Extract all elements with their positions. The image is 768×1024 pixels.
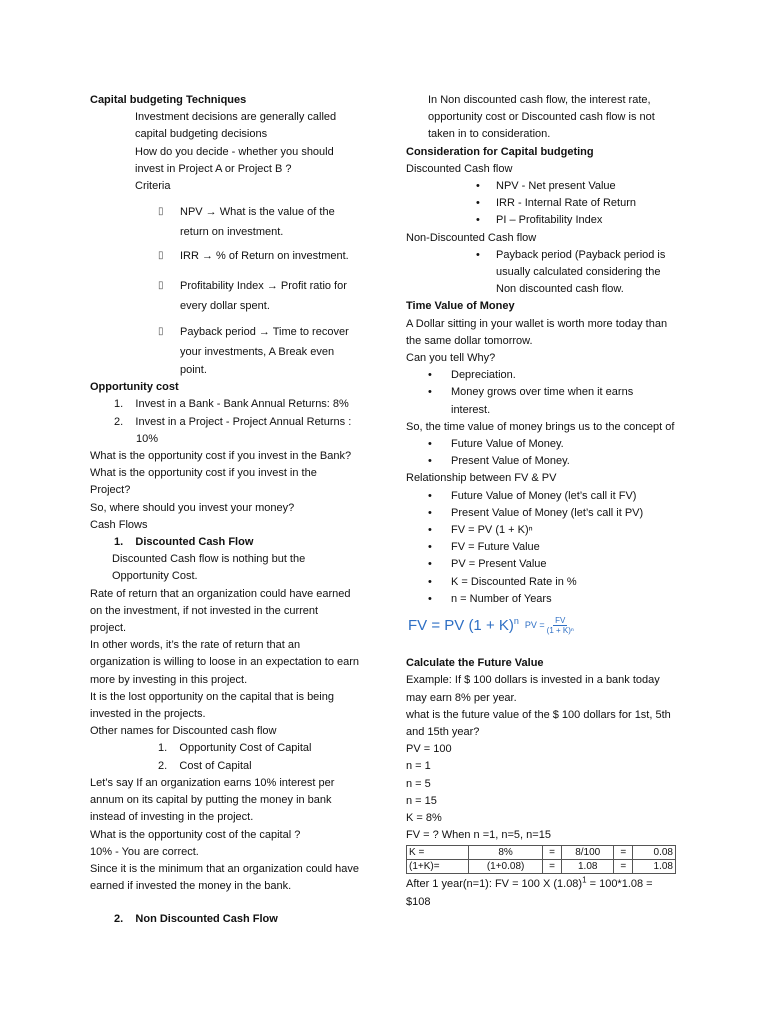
list-item: 2. Invest in a Project - Project Annual Returns : (114, 415, 352, 428)
ndcf-text: In Non discounted cash flow, the interest rate, opportunity cost or Discounted cash flow is not taken in to consideration. (428, 94, 655, 141)
tvm-text: A Dollar sitting in your wallet is worth more today than the same dollar tomorrow. Can you tell Why? (406, 317, 668, 365)
list-item: • PI – Profitability Index (476, 214, 603, 227)
checkbox-icon: ▯ (158, 280, 164, 292)
after-result: $108 (406, 895, 431, 908)
list-item: • IRR - Internal Rate of Return (476, 197, 637, 210)
table-row: K = 8% = 8/100 = 0.08 (407, 846, 676, 860)
list-item: • K = Discounted Rate in % (428, 575, 577, 588)
list-item: • Future Value of Money (let’s call it FV) (428, 489, 637, 502)
list-item: 2. Cost of Capital (158, 759, 252, 772)
pv-formula: PV = $\frac{FV}{\text{(1 + K)ⁿ}}$ (524, 616, 574, 636)
criteria-list (90, 201, 380, 379)
fv-formula: FV = PV $(1 + K)^n$ PV = $\frac{FV}{\text{(1 + K)ⁿ}}$ (408, 615, 574, 636)
list-item: • FV = PV (1 + K)ⁿ (428, 524, 533, 537)
dcf-label: Discounted Cash flow (406, 162, 513, 175)
right-column (406, 92, 688, 911)
opportunity-questions: What is the opportunity cost if you invest in the Bank? What is the opportunity cost if you invest in the Project? So, where should you invest your money? Cash Flows (90, 450, 352, 531)
calc-text: Example: If $ 100 dollars is invested in a bank today may earn 8% per year. what is the future value of the $ 100 dollars for 1st, 5th and 15th year? PV = 100 n = 1 n = 5 n = 15 K = 8% FV = ? When n =1, n=5, n=15 (406, 674, 671, 842)
opportunity-title: Opportunity cost (90, 381, 179, 394)
checkbox-icon: ▯ (158, 206, 164, 218)
dcf-definition: Discounted Cash flow is nothing but the Opportunity Cost. (112, 553, 306, 583)
criteria-item: ▯ Payback period → Time to recover your investments, A Break even point. (90, 321, 380, 379)
after-line: After 1 year(n=1): FV = 100 X $(1.08)^1 = 100*1.08$ = (406, 875, 653, 891)
list-item: • Money grows over time when it earns interest. (428, 386, 634, 416)
criteria-item: ▯ IRR → % of Return on investment. (90, 245, 380, 267)
section-title: Capital budgeting Techniques (90, 94, 247, 106)
checkbox-icon: ▯ (158, 326, 164, 338)
list-item: • PV = Present Value (428, 558, 547, 571)
checkbox-icon: ▯ (158, 250, 164, 262)
criteria-item: ▯ NPV → What is the value of the return on investment. (90, 201, 380, 241)
calc-table (406, 845, 676, 874)
list-item: • Present Value of Money. (428, 455, 570, 468)
table-row: (1+K)= (1+0.08) = 1.08 = 1.08 (407, 860, 676, 874)
dcf-text: Rate of return that an organization could have earned on the investment, if not invested in the current project. In other words, it’s the rate of return that an organization is willing to loose in an expectation to earn more by investing in this project. It is the lost opportunity on the capital that is being invested in the projects. Other names for Discounted cash flow (90, 587, 360, 738)
ndcf-label: Non-Discounted Cash flow (406, 231, 537, 244)
tvm-title: Time Value of Money (406, 300, 515, 313)
list-item: • Future Value of Money. (428, 438, 564, 451)
consideration-title: Consideration for Capital budgeting (406, 145, 594, 158)
dcf-heading: 1. Discounted Cash Flow (114, 536, 254, 549)
list-item: • NPV - Net present Value (476, 180, 616, 193)
list-item: • Payback period (Payback period is usually calculated considering the Non discounted cash flow. (476, 248, 666, 296)
calc-title: Calculate the Future Value (406, 657, 544, 670)
list-item: • FV = Future Value (428, 541, 540, 554)
list-item: • Depreciation. (428, 369, 516, 382)
list-item: • n = Number of Years (428, 592, 552, 605)
list-item: • Present Value of Money (let’s call it PV) (428, 506, 644, 519)
intro-text: Investment decisions are generally called capital budgeting decisions How do you decide - whether you should invest in Project A or Project B ? Criteria (135, 111, 337, 193)
list-item: 1. Opportunity Cost of Capital (158, 742, 312, 755)
concept-text: So, the time value of money brings us to the concept of (406, 420, 675, 433)
ndcf-heading: 2. Non Discounted Cash Flow (114, 913, 278, 926)
example-text: Let’s say If an organization earns 10% interest per annum on its capital by putting the money in bank instead of investing in the project. What is the opportunity cost of the capital ? 10% - You are correct. Since it is the minimum that an organization could have earned if invested the money in the bank. (90, 776, 360, 893)
criteria-item: ▯ Profitability Index → Profit ratio for every dollar spent. (90, 275, 380, 315)
relation-text: Relationship between FV & PV (406, 472, 557, 485)
left-column: Capital budgeting Techniques Investment decisions are generally called capital budgeting decisions How do you decide - whether you should invest in Project A or Project B ? Criteria ▯ NPV → What is the value of the return on investment. ▯ IRR → % of Return on investment. ▯ Profitability Index → Profit ratio for every dollar spent. ▯ Payback period → Time to recover your investments, A Break even point. Opportunity cost 1. Invest in a Bank - Bank Annual Returns: 8% 2. Invest in a Project - Project Annual Returns : 10% What is the opportunity cost if you invest in the Bank? What is the opportunity cost if you invest in the Project? So, where should you invest your money? Cash Flows 1. Discounted Cash Flow Discounted Cash flow is nothing but the Opportunity Cost. Rate of return that an organization could have earned on the investment, if not invested in the current project. In other words, it’s the rate of return that an organization is willing to loose in an expectation to earn more by investing in this project. It is the lost opportunity on the capital that is being invested in the projects. Other names for Discounted cash flow 1. Opportunity Cost of Capital 2. Cost of Capital Let’s say If an organization earns 10% interest per annum on its capital by putting the money in bank instead of investing in the project. What is the opportunity cost of the capital ? 10% - You are correct. Since it is the minimum that an organization could have earned if invested the money in the bank. 2. Non Discounted Cash Flow (90, 92, 380, 929)
list-item: 1. Invest in a Bank - Bank Annual Returns: 8% (114, 398, 349, 411)
